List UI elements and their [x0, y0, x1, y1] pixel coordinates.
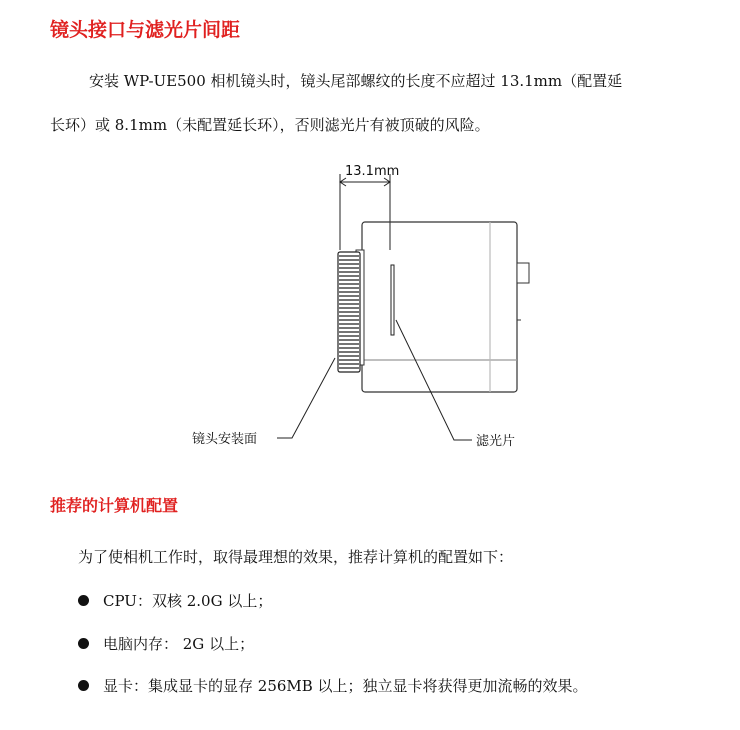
section-heading-recommended-config: 推荐的计算机配置	[50, 496, 179, 515]
dimension-marker	[340, 174, 390, 250]
filter-slot	[391, 265, 394, 335]
paragraph-line-1: 安装 WP-UE500 相机镜头时，镜头尾部螺纹的长度不应超过 13.1mm（配置延	[89, 72, 623, 90]
section-heading-lens-interface: 镜头接口与滤光片间距	[50, 19, 241, 41]
label-filter: 滤光片	[476, 434, 516, 449]
camera-body	[362, 222, 517, 392]
lens-ring	[338, 252, 360, 372]
paragraph-line-2: 长环）或 8.1mm（未配置延长环），否则滤光片有被顶破的风险。	[50, 116, 490, 134]
list-item-text: 显卡：集成显卡的显存 256MB 以上；独立显卡将获得更加流畅的效果。	[103, 677, 588, 695]
label-lens-mount-surface: 镜头安装面	[192, 432, 258, 447]
rear-connector	[517, 263, 529, 320]
list-item	[78, 633, 254, 654]
bullet-icon	[78, 638, 89, 649]
bullet-icon	[78, 595, 89, 606]
list-item-text: 电脑内存： 2G 以上；	[103, 635, 255, 653]
list-item-text: CPU：双核 2.0G 以上；	[103, 592, 273, 610]
camera-lens-diagram	[180, 160, 580, 460]
leader-lines	[277, 320, 472, 440]
list-item	[78, 675, 588, 696]
bullet-icon	[78, 680, 89, 691]
list-item	[78, 590, 272, 611]
dimension-label: 13.1mm	[345, 164, 400, 179]
config-intro: 为了使相机工作时，取得最理想的效果，推荐计算机的配置如下：	[78, 548, 514, 566]
